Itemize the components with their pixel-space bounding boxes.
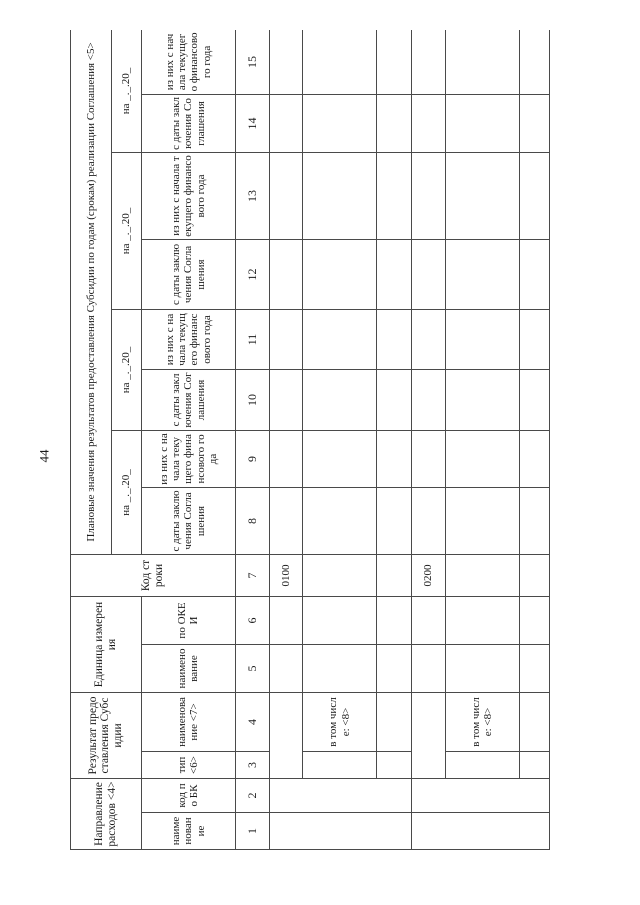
row-code-cell: 0200 [412,554,446,596]
header-row-1 [71,30,112,850]
column-number: 1 [236,813,270,850]
row-code-cell [377,554,412,596]
unit-name-cell [445,644,519,692]
header-from-date-3: с даты заключения Соглашения [141,239,235,309]
value-cell [269,430,303,487]
column-number: 7 [236,554,270,596]
result-type-cell [445,752,519,779]
value-cell [445,430,519,487]
header-unit: Единица измерения [71,596,142,692]
header-from-year-start-3: из них с начала текущего финансового года [141,152,235,239]
column-number: 13 [236,152,270,239]
value-cell [303,239,377,309]
value-cell [303,487,377,554]
header-from-date-4: с даты заключения Соглашения [141,94,235,152]
header-year-3: на _._.20_ [111,152,141,309]
header-result-name: наименование <7> [141,692,235,751]
value-cell [303,30,377,94]
row-code-cell [303,554,377,596]
column-number: 15 [236,30,270,94]
unit-name-cell [520,644,550,692]
result-cell [412,692,446,778]
result-type-cell [303,752,377,779]
value-cell [412,94,446,152]
unit-okei-cell [445,596,519,644]
table-row [377,30,412,850]
result-type-cell [377,752,412,779]
value-cell [520,94,550,152]
value-cell [377,94,412,152]
header-from-date-1: с даты заключения Соглашения [141,487,235,554]
result-type-cell [520,752,550,779]
rotated-table-sheet [70,30,550,850]
column-number: 11 [236,309,270,369]
result-cell [269,692,303,778]
header-year-4: на _._.20_ [111,30,141,152]
unit-name-cell [269,644,303,692]
column-number: 10 [236,369,270,430]
value-cell [269,152,303,239]
value-cell [445,369,519,430]
column-number: 12 [236,239,270,309]
column-number: 6 [236,596,270,644]
value-cell [303,94,377,152]
unit-name-cell [303,644,377,692]
value-cell [303,430,377,487]
table-row [520,30,550,850]
value-cell [269,239,303,309]
value-cell [520,152,550,239]
header-row-code: Код строки [71,554,236,596]
header-unit-name: наименование [141,644,235,692]
header-expense-code: код по БК [141,779,235,813]
value-cell [303,309,377,369]
column-number: 14 [236,94,270,152]
header-year-1: на _._.20_ [111,430,141,554]
rotated-table-container [70,30,550,850]
value-cell [269,487,303,554]
value-cell [445,239,519,309]
subsidy-results-table [70,30,550,850]
table-row [445,30,519,850]
column-number: 2 [236,779,270,813]
value-cell [412,239,446,309]
unit-name-cell [377,644,412,692]
header-from-date-2: с даты заключения Соглашения [141,369,235,430]
value-cell [445,30,519,94]
result-name-cell [377,692,412,751]
header-plan-values: Плановые значения результатов предоставления Субсидии по годам (срокам) реализации Соглашения <5> [71,30,112,554]
header-result-type: тип <6> [141,752,235,779]
value-cell [377,30,412,94]
unit-okei-cell [520,596,550,644]
value-cell [269,309,303,369]
header-year-2: на _._.20_ [111,309,141,430]
including-note: в том числе: <8> [445,692,519,751]
value-cell [412,430,446,487]
table-row [303,30,377,850]
value-cell [412,30,446,94]
header-result: Результат предоставления Субсидии [71,692,142,778]
header-expense-direction: Направление расходов <4> [71,779,142,850]
value-cell [445,94,519,152]
column-number: 3 [236,752,270,779]
expense-code-cell [269,779,412,813]
value-cell [445,309,519,369]
unit-okei-cell [269,596,303,644]
value-cell [520,430,550,487]
value-cell [412,309,446,369]
page-number: 44 [36,449,52,463]
row-code-cell [520,554,550,596]
including-note: в том числе: <8> [303,692,377,751]
unit-okei-cell [377,596,412,644]
column-number: 9 [236,430,270,487]
unit-okei-cell [303,596,377,644]
column-number: 5 [236,644,270,692]
result-name-cell [520,692,550,751]
value-cell [303,369,377,430]
value-cell [445,152,519,239]
value-cell [269,94,303,152]
row-code-cell: 0100 [269,554,303,596]
value-cell [445,487,519,554]
header-row-3 [141,30,235,850]
value-cell [377,487,412,554]
column-number: 4 [236,692,270,751]
value-cell [520,30,550,94]
expense-code-cell [412,779,550,813]
value-cell [269,30,303,94]
header-expense-name: наименование [141,813,235,850]
value-cell [412,369,446,430]
value-cell [269,369,303,430]
header-from-year-start-1: из них с начала текущего финансового года [141,430,235,487]
unit-okei-cell [412,596,446,644]
header-from-year-start-2: из них с начала текущего финансового года [141,309,235,369]
value-cell [412,152,446,239]
value-cell [520,239,550,309]
value-cell [412,487,446,554]
expense-name-cell [412,813,550,850]
value-cell [520,309,550,369]
value-cell [377,239,412,309]
value-cell [520,369,550,430]
value-cell [377,430,412,487]
table-row [269,30,303,850]
table-row [412,30,446,850]
expense-name-cell [269,813,412,850]
value-cell [377,309,412,369]
column-number: 8 [236,487,270,554]
value-cell [520,487,550,554]
header-from-year-start-4: из них с начала текущего финансового года [141,30,235,94]
column-number-row [236,30,270,850]
value-cell [377,369,412,430]
header-unit-okei: по ОКЕИ [141,596,235,644]
row-code-cell [445,554,519,596]
unit-name-cell [412,644,446,692]
value-cell [303,152,377,239]
value-cell [377,152,412,239]
